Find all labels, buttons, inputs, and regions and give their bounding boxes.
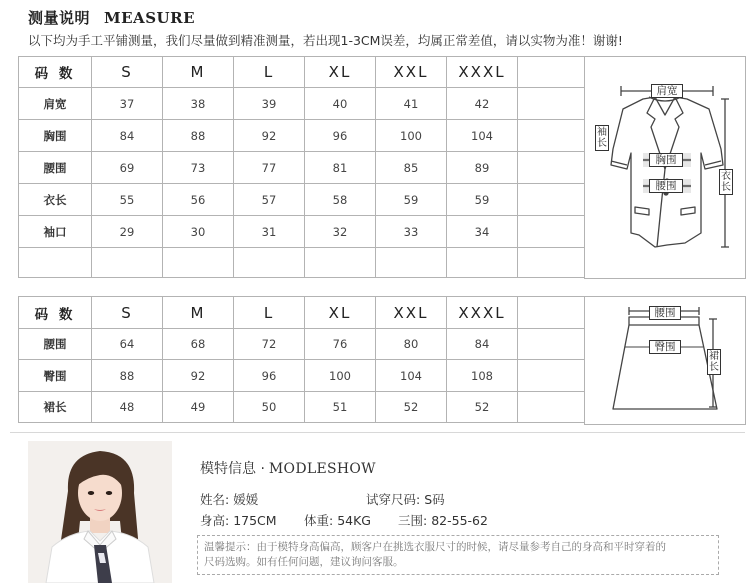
title-cn: 测量说明 [28, 9, 91, 27]
size-col: M [163, 57, 234, 88]
bottom-size-table [18, 296, 585, 423]
table-row [19, 392, 585, 423]
empty-cell [518, 57, 585, 88]
label-waist: 腰围 [649, 179, 683, 193]
row-label: 袖口 [19, 216, 92, 248]
table-cell: 50 [234, 392, 305, 423]
table-cell: 37 [92, 88, 163, 120]
size-col: XL [305, 57, 376, 88]
model-weight [304, 511, 371, 529]
label-shoulder: 肩宽 [651, 84, 683, 98]
table-cell: 77 [234, 152, 305, 184]
table-cell: 52 [376, 392, 447, 423]
model-name [200, 490, 258, 508]
row-label: 胸围 [19, 120, 92, 152]
label-sleeve: 袖长 [597, 127, 607, 149]
table-cell: 51 [305, 392, 376, 423]
empty-cell [518, 360, 585, 392]
table-header-row [19, 297, 585, 329]
table-row [19, 152, 585, 184]
size-col: L [234, 297, 305, 329]
title-en: MEASURE [104, 9, 196, 27]
table-cell: 92 [234, 120, 305, 152]
table-row-empty [19, 248, 585, 278]
table-cell: 88 [163, 120, 234, 152]
tip-line-1: 温馨提示：由于模特身高偏高，顾客户在挑选衣服尺寸的时候，请尽量参考自己的身高和平时穿着的 [204, 541, 666, 553]
table-cell: 57 [234, 184, 305, 216]
table-cell: 96 [234, 360, 305, 392]
table-cell: 81 [305, 152, 376, 184]
label-skirt-hip: 臀围 [649, 340, 681, 354]
row-label: 裙长 [19, 392, 92, 423]
table-cell: 100 [305, 360, 376, 392]
empty-cell [518, 184, 585, 216]
table-row [19, 120, 585, 152]
label-chest: 胸围 [649, 153, 683, 167]
table-cell: 76 [305, 329, 376, 360]
table-cell: 34 [447, 216, 518, 248]
height-value: 175CM [233, 513, 277, 528]
table-cell: 58 [305, 184, 376, 216]
table-cell: 104 [376, 360, 447, 392]
table-cell: 33 [376, 216, 447, 248]
table-row [19, 329, 585, 360]
table-row [19, 216, 585, 248]
label-length: 衣长 [721, 171, 731, 193]
row-label: 衣长 [19, 184, 92, 216]
table-cell: 84 [92, 120, 163, 152]
tip-text [204, 540, 714, 570]
size-header-label: 码 数 [19, 57, 92, 88]
top-size-table [18, 56, 585, 278]
size-col: XXL [376, 57, 447, 88]
table-cell: 59 [376, 184, 447, 216]
name-label: 姓名: [200, 492, 230, 507]
size-col: S [92, 57, 163, 88]
empty-cell [518, 88, 585, 120]
measure-label: 三围: [398, 513, 428, 528]
table-cell: 49 [163, 392, 234, 423]
empty-cell [518, 392, 585, 423]
table-cell: 40 [305, 88, 376, 120]
table-cell: 56 [163, 184, 234, 216]
size-header-label: 码 数 [19, 297, 92, 329]
table-cell: 92 [163, 360, 234, 392]
label-skirt-waist: 腰围 [649, 306, 681, 320]
table-cell: 32 [305, 216, 376, 248]
row-label: 肩宽 [19, 88, 92, 120]
page-title [28, 7, 195, 28]
size-col: XXXL [447, 297, 518, 329]
table-cell: 31 [234, 216, 305, 248]
model-photo [28, 441, 172, 583]
measure-note: 以下均为手工平铺测量，我们尽量做到精准测量，若出现1-3CM误差，均属正常差值，请以实物为准！谢谢! [28, 33, 623, 48]
table-cell: 96 [305, 120, 376, 152]
size-col: XXXL [447, 57, 518, 88]
row-label: 臀围 [19, 360, 92, 392]
name-value: 媛媛 [233, 492, 259, 507]
table-row [19, 184, 585, 216]
table-cell: 64 [92, 329, 163, 360]
table-row [19, 88, 585, 120]
table-cell: 39 [234, 88, 305, 120]
try-size-label: 试穿尺码: [366, 492, 421, 507]
empty-cell [518, 152, 585, 184]
row-label: 腰围 [19, 329, 92, 360]
size-col: S [92, 297, 163, 329]
table-cell: 48 [92, 392, 163, 423]
table-cell: 42 [447, 88, 518, 120]
table-cell: 55 [92, 184, 163, 216]
model-title-cn: 模特信息 · [200, 461, 265, 477]
size-col: XL [305, 297, 376, 329]
table-cell: 52 [447, 392, 518, 423]
table-cell: 69 [92, 152, 163, 184]
table-cell: 88 [92, 360, 163, 392]
table-cell: 85 [376, 152, 447, 184]
table-cell: 108 [447, 360, 518, 392]
height-label: 身高: [200, 513, 230, 528]
empty-cell [518, 216, 585, 248]
table-cell: 68 [163, 329, 234, 360]
table-cell: 73 [163, 152, 234, 184]
weight-value: 54KG [337, 513, 371, 528]
row-label: 腰围 [19, 152, 92, 184]
size-col: L [234, 57, 305, 88]
table-cell: 41 [376, 88, 447, 120]
table-cell: 30 [163, 216, 234, 248]
table-cell: 72 [234, 329, 305, 360]
skirt-figure [584, 296, 746, 425]
jacket-figure [584, 56, 746, 279]
model-title-en: MODLESHOW [268, 461, 376, 477]
empty-cell [518, 329, 585, 360]
table-cell: 38 [163, 88, 234, 120]
table-cell: 84 [447, 329, 518, 360]
table-cell: 80 [376, 329, 447, 360]
table-cell: 29 [92, 216, 163, 248]
table-cell: 89 [447, 152, 518, 184]
table-row [19, 360, 585, 392]
size-col: XXL [376, 297, 447, 329]
empty-cell [518, 120, 585, 152]
table-cell: 59 [447, 184, 518, 216]
model-height [200, 511, 277, 529]
try-size-value: S码 [424, 492, 445, 507]
model-measurements [398, 511, 488, 529]
size-col: M [163, 297, 234, 329]
table-cell: 100 [376, 120, 447, 152]
model-try-size [366, 490, 445, 508]
model-section-title [200, 458, 376, 478]
table-header-row [19, 57, 585, 88]
empty-cell [518, 297, 585, 329]
weight-label: 体重: [304, 513, 334, 528]
tip-line-2: 尺码选购。如有任何问题，建议询问客服。 [204, 556, 404, 568]
label-skirt-length: 裙长 [709, 351, 719, 373]
section-divider [10, 432, 745, 433]
measure-value: 82-55-62 [431, 513, 488, 528]
tip-box [197, 535, 719, 575]
table-cell: 104 [447, 120, 518, 152]
